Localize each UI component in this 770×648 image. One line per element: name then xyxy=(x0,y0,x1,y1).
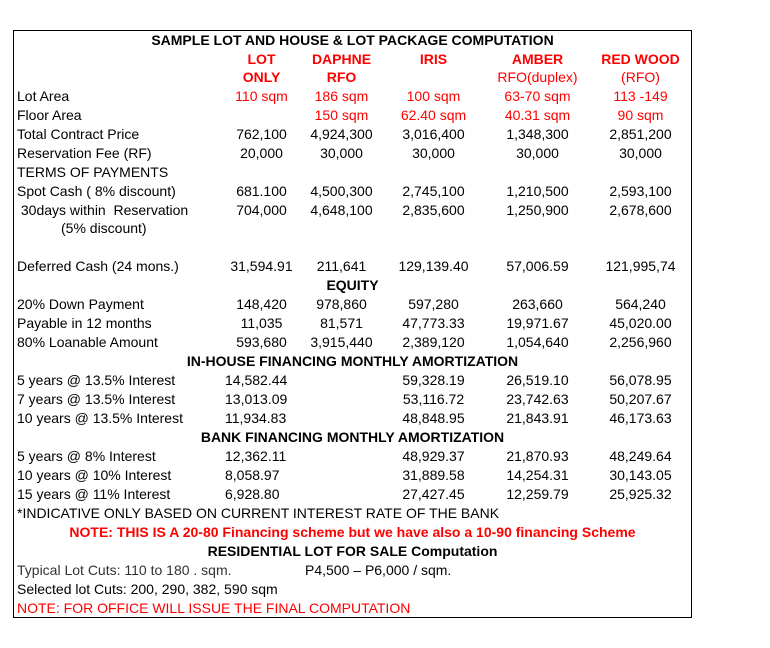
cell: 1,250,900 xyxy=(486,201,590,238)
row-label: Spot Cash ( 8% discount) xyxy=(14,182,222,201)
cell: 681.100 xyxy=(222,182,302,201)
cell: 263,660 xyxy=(486,295,590,314)
cell: 59,328.19 xyxy=(382,371,486,390)
cell: 2,835,600 xyxy=(382,201,486,238)
cell: 2,745,100 xyxy=(382,182,486,201)
equity-heading-row xyxy=(14,276,692,295)
cell: 129,139.40 xyxy=(382,257,486,276)
cell: 121,995,74 xyxy=(590,257,692,276)
row-bank-10yr xyxy=(14,466,692,485)
row-label: TERMS OF PAYMENTS xyxy=(14,163,222,182)
cell: 593,680 xyxy=(222,333,302,352)
cell: 31,594.91 xyxy=(222,257,302,276)
cell: 4,924,300 xyxy=(302,125,382,144)
col-header-iris: IRIS xyxy=(382,50,486,87)
cell: 704,000 xyxy=(222,201,302,238)
cell xyxy=(302,485,382,504)
cell: 6,928.80 xyxy=(222,485,302,504)
row-spot-cash xyxy=(14,182,692,201)
cell: 26,519.10 xyxy=(486,371,590,390)
indicative-note: *INDICATIVE ONLY BASED ON CURRENT INTEREST RATE OF THE BANK xyxy=(14,504,692,523)
financing-note-row xyxy=(14,523,692,542)
cell: 211,641 xyxy=(302,257,382,276)
row-inhouse-7yr xyxy=(14,390,692,409)
cell: 21,843.91 xyxy=(486,409,590,428)
indicative-row xyxy=(14,504,692,523)
price-per-sqm: P4,500 – P6,000 / sqm. xyxy=(302,561,692,580)
office-note-row xyxy=(14,599,692,618)
cell: 4,500,300 xyxy=(302,182,382,201)
cell: 20,000 xyxy=(222,144,302,163)
cell: 8,058.97 xyxy=(222,466,302,485)
cell: 2,851,200 xyxy=(590,125,692,144)
row-label: 10 years @ 10% Interest xyxy=(14,466,222,485)
cell: 25,925.32 xyxy=(590,485,692,504)
row-label: Lot Area xyxy=(14,87,222,106)
row-inhouse-5yr xyxy=(14,371,692,390)
cell: 113 -149 xyxy=(590,87,692,106)
col-header-daphne: DAPHNE RFO xyxy=(302,50,382,87)
row-payable-12-months xyxy=(14,314,692,333)
cell: 14,582.44 xyxy=(222,371,302,390)
cell: 597,280 xyxy=(382,295,486,314)
cell: 186 sqm xyxy=(302,87,382,106)
cell: 2,389,120 xyxy=(382,333,486,352)
cell: 48,929.37 xyxy=(382,447,486,466)
row-down-payment xyxy=(14,295,692,314)
cell: 23,742.63 xyxy=(486,390,590,409)
computation-table xyxy=(13,30,692,618)
selected-lot-cuts: Selected lot Cuts: 200, 290, 382, 590 sqm xyxy=(14,580,692,599)
cell: 3,915,440 xyxy=(302,333,382,352)
row-terms-of-payments xyxy=(14,163,692,182)
column-header-row xyxy=(14,50,692,87)
cell: 40.31 sqm xyxy=(486,106,590,125)
selected-cuts-row xyxy=(14,580,692,599)
row-loanable-amount xyxy=(14,333,692,352)
cell xyxy=(222,106,302,125)
cell: 62.40 sqm xyxy=(382,106,486,125)
cell xyxy=(302,371,382,390)
col-header-amber: AMBER RFO(duplex) xyxy=(486,50,590,87)
row-label: Payable in 12 months xyxy=(14,314,222,333)
cell xyxy=(302,466,382,485)
cell: 63-70 sqm xyxy=(486,87,590,106)
cell: 30,000 xyxy=(382,144,486,163)
cell: 90 sqm xyxy=(590,106,692,125)
row-reservation-fee xyxy=(14,144,692,163)
cell: 11,035 xyxy=(222,314,302,333)
cell: 110 sqm xyxy=(222,87,302,106)
row-floor-area xyxy=(14,106,692,125)
row-label: Deferred Cash (24 mons.) xyxy=(14,257,222,276)
cell: 30,143.05 xyxy=(590,466,692,485)
cell: 21,870.93 xyxy=(486,447,590,466)
office-note: NOTE: FOR OFFICE WILL ISSUE THE FINAL COMPUTATION xyxy=(14,599,692,618)
cell: 564,240 xyxy=(590,295,692,314)
inhouse-heading-row xyxy=(14,352,692,371)
row-label: Floor Area xyxy=(14,106,222,125)
cell: 14,254.31 xyxy=(486,466,590,485)
cell: 762,100 xyxy=(222,125,302,144)
cell: 48,249.64 xyxy=(590,447,692,466)
row-lot-area xyxy=(14,87,692,106)
row-label: 30days within Reservation (5% discount) xyxy=(14,201,222,238)
row-label: 15 years @ 11% Interest xyxy=(14,485,222,504)
cell: 11,934.83 xyxy=(222,409,302,428)
cell: 19,971.67 xyxy=(486,314,590,333)
cell: 81,571 xyxy=(302,314,382,333)
residential-heading-row xyxy=(14,542,692,561)
row-label: 20% Down Payment xyxy=(14,295,222,314)
title-row xyxy=(14,31,692,50)
cell: 57,006.59 xyxy=(486,257,590,276)
cell: 46,173.63 xyxy=(590,409,692,428)
cell xyxy=(302,390,382,409)
cell: 2,256,960 xyxy=(590,333,692,352)
cell: 1,210,500 xyxy=(486,182,590,201)
row-label: 7 years @ 13.5% Interest xyxy=(14,390,222,409)
bank-heading-row xyxy=(14,428,692,447)
typical-lot-cuts: Typical Lot Cuts: 110 to 180 . sqm. xyxy=(14,561,302,580)
cell: 31,889.58 xyxy=(382,466,486,485)
cell: 56,078.95 xyxy=(590,371,692,390)
cell: 45,020.00 xyxy=(590,314,692,333)
row-bank-5yr xyxy=(14,447,692,466)
typical-cuts-row xyxy=(14,561,692,580)
cell: 978,860 xyxy=(302,295,382,314)
row-label: 80% Loanable Amount xyxy=(14,333,222,352)
row-label: 10 years @ 13.5% Interest xyxy=(14,409,222,428)
cell: 100 sqm xyxy=(382,87,486,106)
cell: 13,013.09 xyxy=(222,390,302,409)
cell: 3,016,400 xyxy=(382,125,486,144)
row-deferred-cash xyxy=(14,257,692,276)
row-bank-15yr xyxy=(14,485,692,504)
row-label: 5 years @ 8% Interest xyxy=(14,447,222,466)
cell: 4,648,100 xyxy=(302,201,382,238)
row-inhouse-10yr xyxy=(14,409,692,428)
page-title: SAMPLE LOT AND HOUSE & LOT PACKAGE COMPUTATION xyxy=(14,31,692,50)
cell: 12,259.79 xyxy=(486,485,590,504)
cell: 47,773.33 xyxy=(382,314,486,333)
cell: 30,000 xyxy=(486,144,590,163)
cell: 48,848.95 xyxy=(382,409,486,428)
cell: 12,362.11 xyxy=(222,447,302,466)
col-header-lot-only: LOT ONLY xyxy=(222,50,302,87)
inhouse-heading: IN-HOUSE FINANCING MONTHLY AMORTIZATION xyxy=(14,352,692,371)
row-label: 5 years @ 13.5% Interest xyxy=(14,371,222,390)
col-header-redwood: RED WOOD (RFO) xyxy=(590,50,692,87)
equity-heading: EQUITY xyxy=(14,276,692,295)
cell: 1,054,640 xyxy=(486,333,590,352)
header-spacer xyxy=(14,50,222,87)
row-label: Total Contract Price xyxy=(14,125,222,144)
cell: 150 sqm xyxy=(302,106,382,125)
cell: 1,348,300 xyxy=(486,125,590,144)
cell: 53,116.72 xyxy=(382,390,486,409)
bank-heading: BANK FINANCING MONTHLY AMORTIZATION xyxy=(14,428,692,447)
cell xyxy=(302,409,382,428)
cell: 148,420 xyxy=(222,295,302,314)
cell: 2,593,100 xyxy=(590,182,692,201)
financing-note: NOTE: THIS IS A 20-80 Financing scheme but we have also a 10-90 financing Scheme xyxy=(14,523,692,542)
cell xyxy=(302,447,382,466)
cell: 27,427.45 xyxy=(382,485,486,504)
cell: 30,000 xyxy=(590,144,692,163)
cell: 2,678,600 xyxy=(590,201,692,238)
cell: 30,000 xyxy=(302,144,382,163)
row-30days xyxy=(14,201,692,238)
cell: 50,207.67 xyxy=(590,390,692,409)
row-total-contract-price xyxy=(14,125,692,144)
row-label: Reservation Fee (RF) xyxy=(14,144,222,163)
spacer-row xyxy=(14,238,692,257)
residential-heading: RESIDENTIAL LOT FOR SALE Computation xyxy=(14,542,692,561)
